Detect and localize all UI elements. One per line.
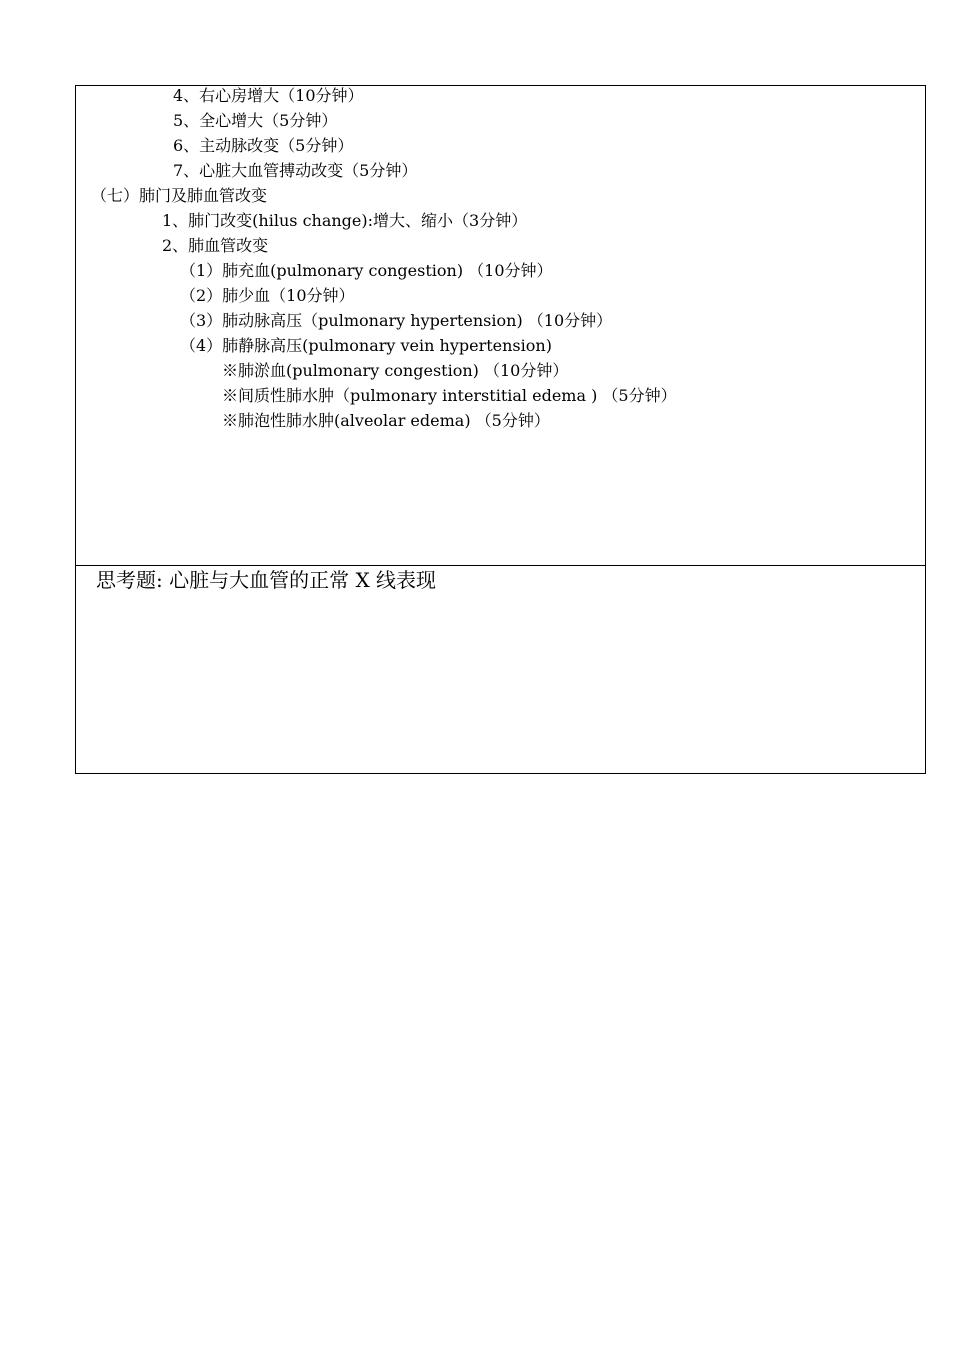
cardiac-item-6: 6、主动脉改变（5分钟） [173, 136, 354, 155]
section-title: （七）肺门及肺血管改变 [91, 186, 268, 205]
cardiac-item-4: 4、右心房增大（10分钟） [173, 86, 364, 105]
cardiac-item-7: 7、心脏大血管搏动改变（5分钟） [173, 161, 418, 180]
venous-note: ※肺淤血(pulmonary congestion) （10分钟） [222, 361, 569, 380]
vessel-subitem: （3）肺动脉高压（pulmonary hypertension) （10分钟） [180, 311, 613, 330]
outline-cell [76, 86, 925, 566]
question-text: 思考题: 心脏与大血管的正常 X 线表现 [96, 568, 437, 592]
vessel-subitem: （2）肺少血（10分钟） [180, 286, 355, 305]
hilum-item: 1、肺门改变(hilus change):增大、缩小（3分钟） [162, 211, 528, 230]
venous-note: ※肺泡性肺水肿(alveolar edema) （5分钟） [222, 411, 550, 430]
question-cell [76, 566, 925, 773]
cardiac-item-5: 5、全心增大（5分钟） [173, 111, 338, 130]
vessel-subitem: （1）肺充血(pulmonary congestion) （10分钟） [180, 261, 553, 280]
venous-note: ※间质性肺水肿（pulmonary interstitial edema ) （5分钟） [222, 386, 677, 405]
lesson-table [75, 85, 926, 774]
vessel-item: 2、肺血管改变 [162, 236, 269, 255]
vessel-subitem: （4）肺静脉高压(pulmonary vein hypertension) [180, 336, 552, 355]
